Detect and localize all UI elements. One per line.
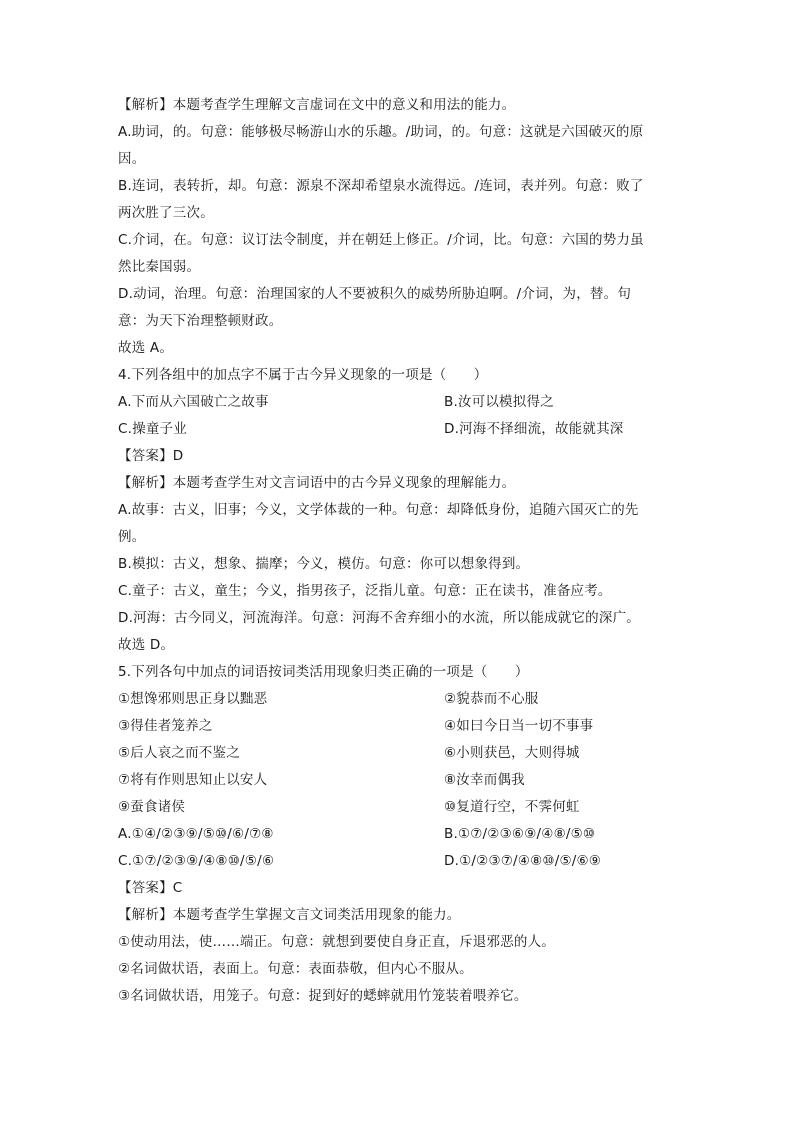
- option-d-explanation: D.河海：古今同义，河流海洋。句意：河海不舍弃细小的水流，所以能成就它的深广。: [118, 610, 640, 626]
- answer-line: 【答案】D: [118, 448, 184, 464]
- analysis-line: 【解析】本题考查学生理解文言虚词在文中的意义和用法的能力。: [118, 97, 516, 113]
- question-5-option-c: C.①⑦/②③⑨/④⑧⑩/⑤/⑥: [118, 853, 275, 869]
- option-c-explanation-cont: 然比秦国弱。: [118, 259, 201, 275]
- question-5-option-a: A.①④/②③⑨/⑤⑩/⑥/⑦⑧: [118, 826, 274, 842]
- conclusion-line: 故选 A。: [118, 340, 174, 356]
- question-4-stem: 4.下列各组中的加点字不属于古今异义现象的一项是（ ）: [118, 367, 488, 383]
- option-c-explanation: C.童子：古义，童生；今义，指男孩子，泛指儿童。句意：正在读书，准备应考。: [118, 583, 612, 599]
- answer-line: 【答案】C: [118, 880, 183, 896]
- sentence-item-5: ⑤后人哀之而不鉴之: [118, 745, 240, 761]
- sentence-item-3: ③得佳者笼养之: [118, 718, 213, 734]
- option-a-explanation: A.故事：古义，旧事；今义，文学体裁的一种。句意：却降低身份，追随六国灭亡的先: [118, 502, 639, 518]
- option-a-explanation-cont: 因。: [118, 151, 146, 167]
- question-5-option-d: D.①/②③⑦/④⑧⑩/⑤/⑥⑨: [444, 853, 602, 869]
- question-5-stem: 5.下列各句中加点的词语按词类活用现象归类正确的一项是（ ）: [118, 664, 529, 680]
- item-2-explanation: ②名词做状语，表面上。句意：表面恭敬，但内心不服从。: [118, 961, 473, 977]
- item-3-explanation: ③名词做状语，用笼子。句意：捉到好的蟋蟀就用竹笼装着喂养它。: [118, 988, 528, 1004]
- question-4-option-c: C.操童子业: [118, 421, 187, 437]
- sentence-item-4: ④如曰今日当一切不事事: [444, 718, 594, 734]
- sentence-item-1: ①想馋邪则思正身以黜恶: [118, 691, 268, 707]
- option-b-explanation-cont: 两次胜了三次。: [118, 205, 214, 221]
- sentence-item-2: ②貌恭而不心服: [444, 691, 539, 707]
- option-a-explanation: A.助词，的。句意：能够极尽畅游山水的乐趣。/助词，的。句意：这就是六国破灭的原: [118, 124, 644, 140]
- sentence-item-6: ⑥小则获邑，大则得城: [444, 745, 580, 761]
- option-d-explanation-cont: 意：为天下治理整顿财政。: [118, 313, 283, 329]
- option-b-explanation: B.模拟：古义，想象、揣摩；今义，模仿。句意：你可以想象得到。: [118, 556, 530, 572]
- sentence-item-9: ⑨蚕食诸侯: [118, 799, 186, 815]
- option-b-explanation: B.连词，表转折，却。句意：源泉不深却希望泉水流得远。/连词，表并列。句意：败了: [118, 178, 644, 194]
- question-4-option-b: B.汝可以模拟得之: [444, 394, 554, 410]
- analysis-line: 【解析】本题考查学生掌握文言文词类活用现象的能力。: [118, 907, 461, 923]
- question-4-option-a: A.下而从六国破亡之故事: [118, 394, 269, 410]
- option-d-explanation: D.动词，治理。句意：治理国家的人不要被积久的威势所胁迫啊。/介词，为，替。句: [118, 286, 632, 302]
- sentence-item-10: ⑩复道行空，不霁何虹: [444, 799, 580, 815]
- option-c-explanation: C.介词，在。句意：议订法令制度，并在朝廷上修正。/介词，比。句意：六国的势力虽: [118, 232, 644, 248]
- analysis-line: 【解析】本题考查学生对文言词语中的古今异义现象的理解能力。: [118, 475, 516, 491]
- question-4-option-d: D.河海不择细流，故能就其深: [444, 421, 624, 437]
- sentence-item-7: ⑦将有作则思知止以安人: [118, 772, 268, 788]
- option-a-explanation-cont: 例。: [118, 529, 146, 545]
- sentence-item-8: ⑧汝幸而偶我: [444, 772, 525, 788]
- item-1-explanation: ①使动用法，使……端正。句意：就想到要使自身正直，斥退邪恶的人。: [118, 934, 556, 950]
- conclusion-line: 故选 D。: [118, 637, 175, 653]
- question-5-option-b: B.①⑦/②③⑥⑨/④⑧/⑤⑩: [444, 826, 596, 842]
